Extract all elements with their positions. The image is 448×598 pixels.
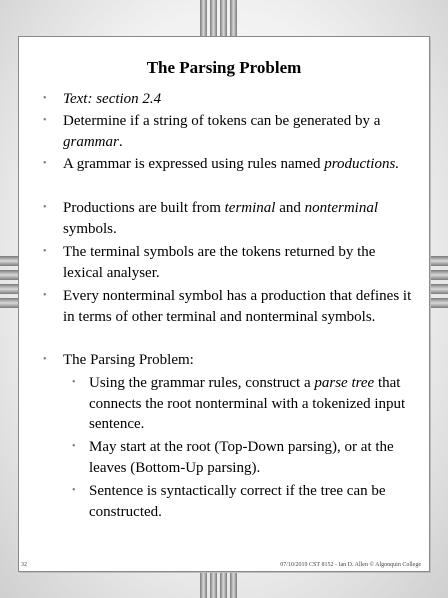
bullet-item — [43, 350, 417, 371]
bullet-item — [43, 286, 417, 327]
bullet-item — [43, 242, 417, 283]
bullet-marker-icon: • — [72, 377, 76, 388]
body-text: that connects the root nonterminal with a tokenized input sentence. — [89, 375, 406, 432]
footer-credit: 07/10/2019 CST 8152 - Ian D. Allen © Algonquin College — [280, 562, 421, 568]
decorative-bars-top — [200, 0, 240, 40]
bullet-marker-icon: • — [72, 441, 76, 452]
italic-text: productions. — [324, 156, 400, 172]
italic-text: parse tree — [314, 375, 375, 391]
slide-title: The Parsing Problem — [146, 58, 302, 77]
page-number: 32 — [21, 562, 27, 568]
body-text: symbols. — [63, 220, 117, 237]
bullet-marker-icon: • — [72, 485, 76, 496]
sub-bullet-item — [72, 481, 415, 522]
body-text: and — [275, 200, 305, 216]
body-text: A grammar is expressed using rules named — [63, 156, 325, 172]
italic-text: nonterminal — [304, 200, 378, 216]
italic-text: grammar — [63, 133, 119, 150]
bullet-item — [43, 111, 417, 152]
body-text: May start at the root (Top-Down parsing), or at the leaves (Bottom-Up parsing). — [89, 439, 394, 476]
italic-text: Text: section 2.4 — [63, 91, 162, 107]
bullet-marker-icon: • — [43, 115, 47, 126]
body-text: The Parsing Problem: — [63, 352, 194, 368]
body-text: Using the grammar rules, construct a — [89, 375, 315, 391]
slide-frame — [18, 36, 430, 572]
bullet-item — [43, 89, 417, 110]
bullet-marker-icon: • — [43, 246, 47, 257]
bullet-item — [43, 154, 417, 175]
body-text: The terminal symbols are the tokens returned by the lexical analyser. — [63, 244, 376, 281]
sub-bullet-item — [72, 373, 415, 435]
body-text: Productions are built from — [63, 200, 225, 216]
bullet-marker-icon: • — [43, 158, 47, 169]
body-text: Every nonterminal symbol has a production that defines it in terms of other terminal and nonterminal symbols. — [63, 288, 412, 325]
bullet-marker-icon: • — [43, 93, 47, 104]
body-text: Sentence is syntactically correct if the tree can be constructed. — [89, 483, 386, 520]
bullet-marker-icon: • — [43, 354, 47, 365]
body-text: Determine if a string of tokens can be generated by a — [63, 113, 381, 129]
bullet-marker-icon: • — [43, 202, 47, 213]
bullet-item — [43, 198, 417, 239]
bullet-marker-icon: • — [43, 290, 47, 301]
italic-text: terminal — [224, 200, 276, 216]
body-text: . — [118, 133, 123, 150]
sub-bullet-item — [72, 437, 415, 478]
